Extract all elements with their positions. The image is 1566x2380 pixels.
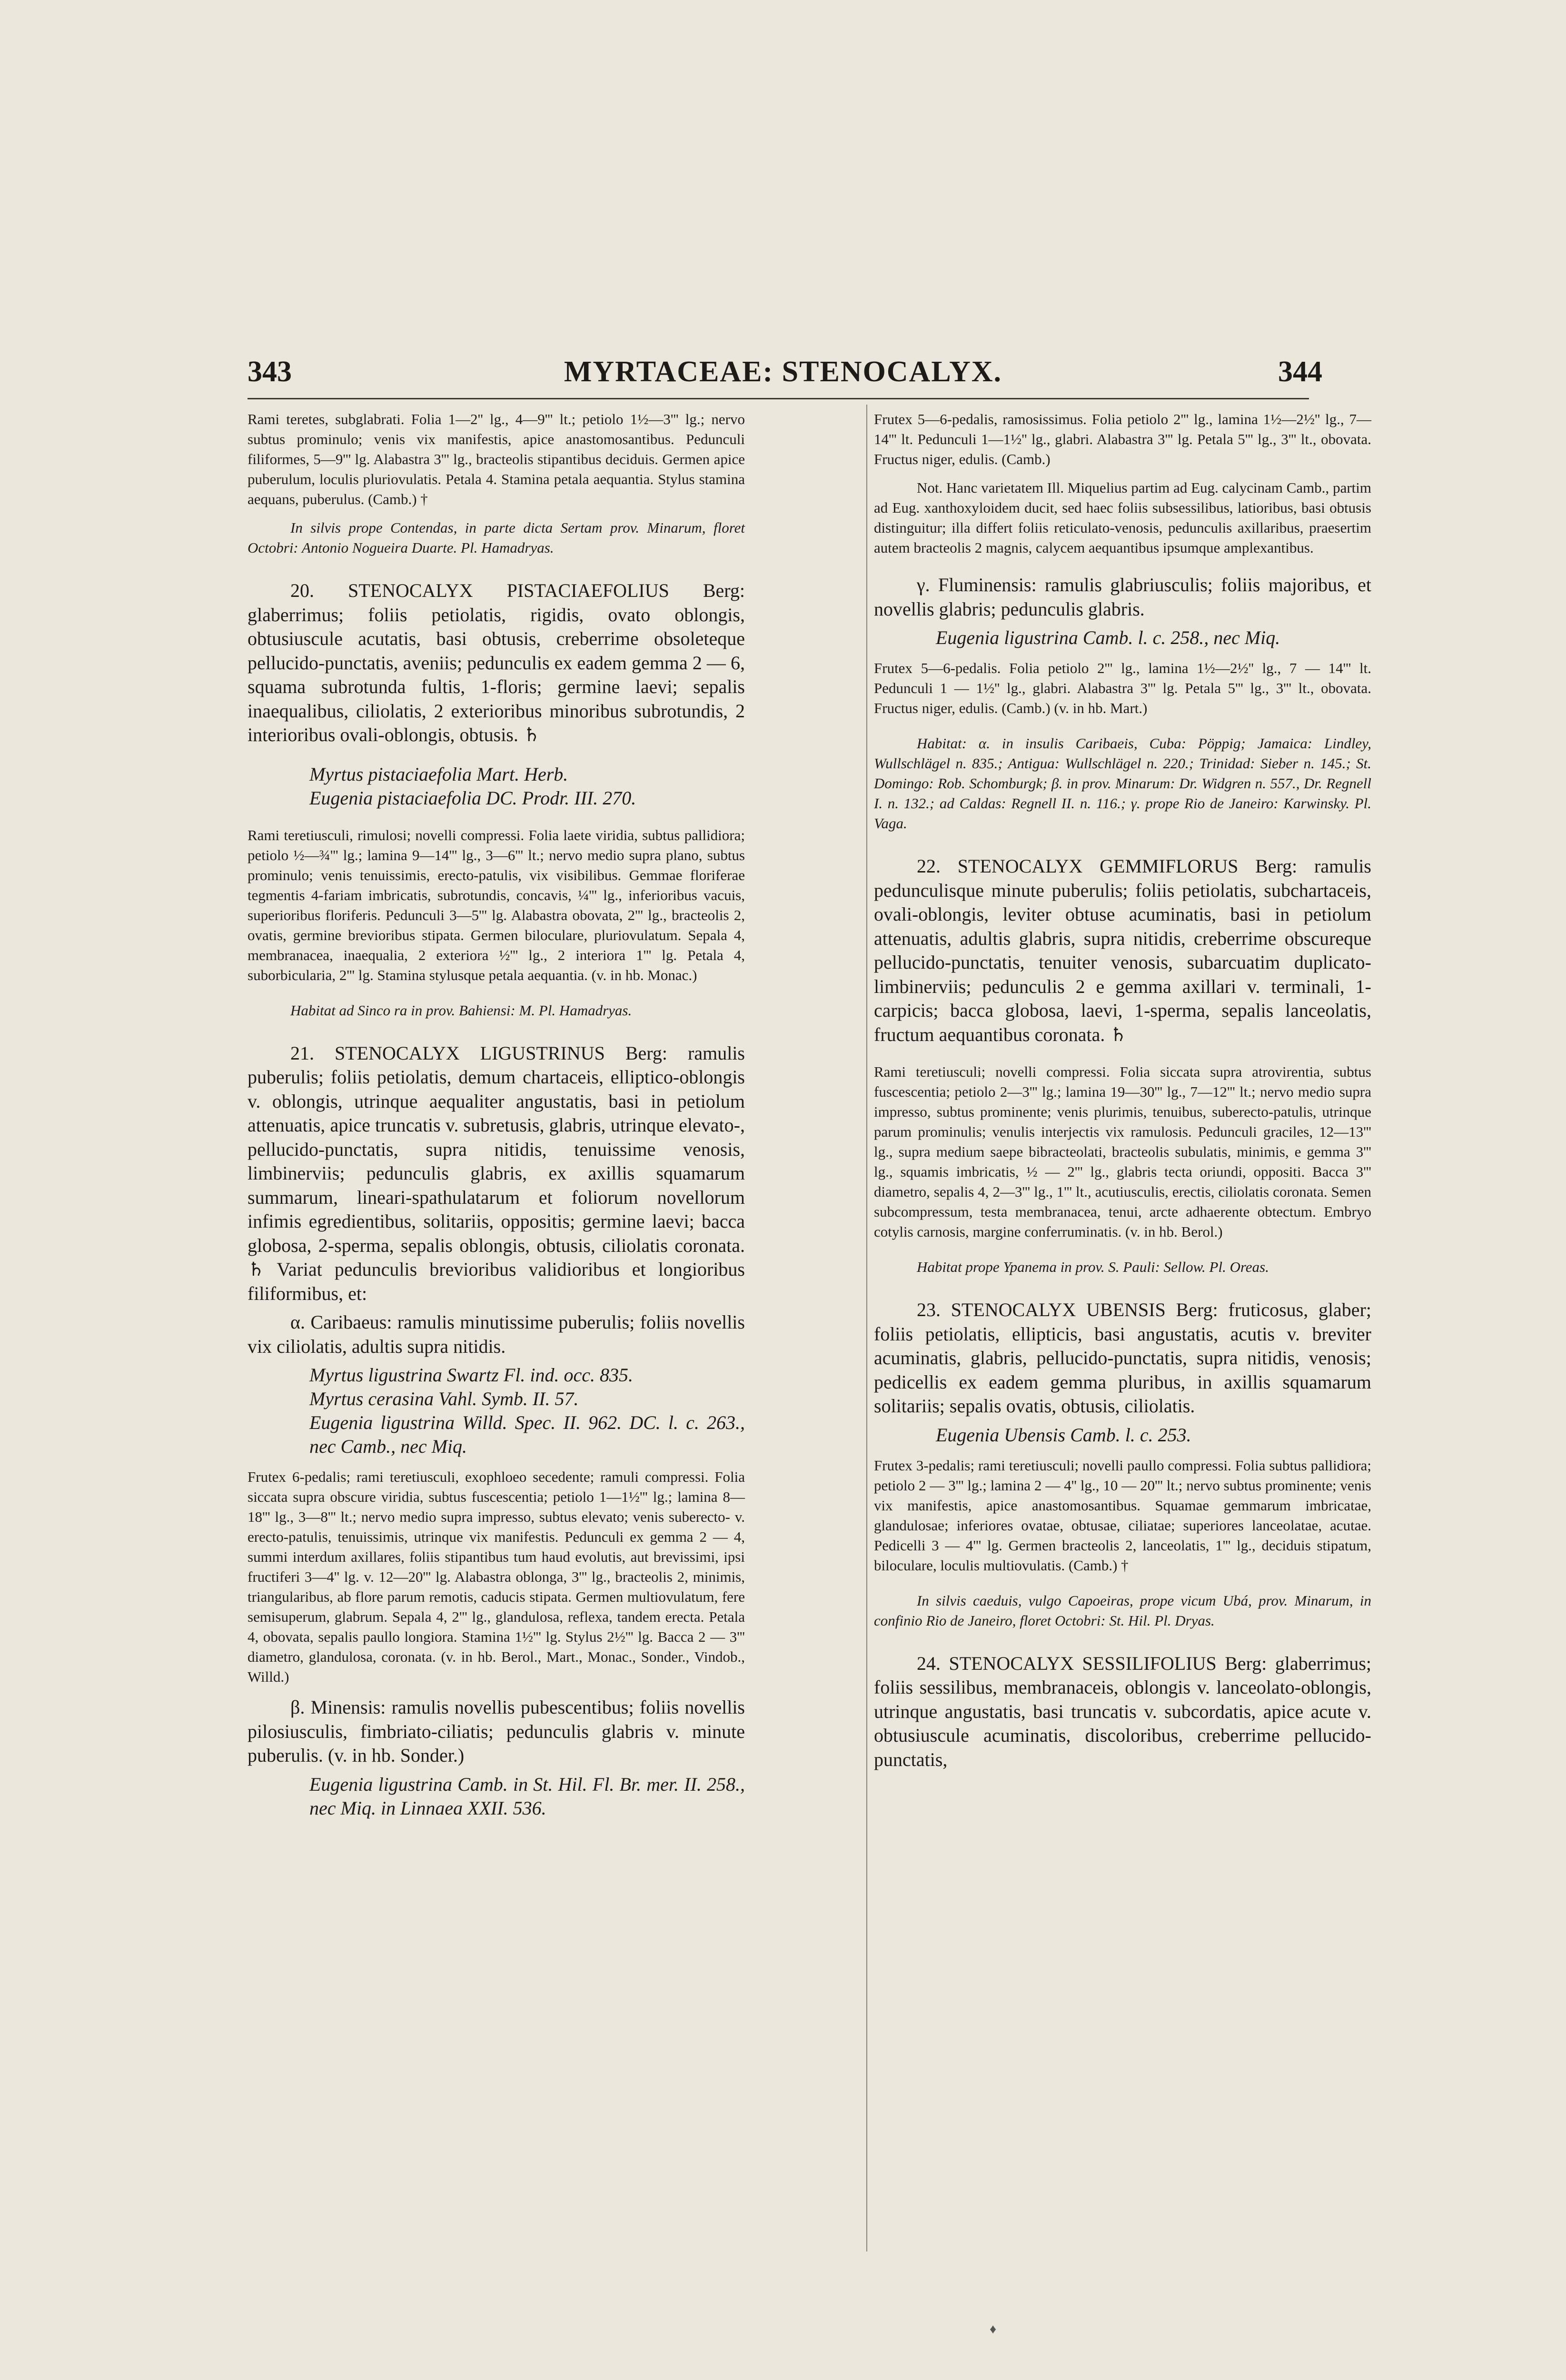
paragraph: Frutex 3-pedalis; rami teretiusculi; novelli paullo compressi. Folia subtus pallidiora; petiolo 2 — 3''' lg.; lamina 2 — 4'' lg., 10 — 20''' lt.; nervo subtus prominente; venis vix manifestis, apice anastomosantibus. Squamae gemmarum imbricatae, glandulosae; inferiores ovatae, obtusae, ciliatae; superiores lanceolatae, acutae. Pedicelli 3 — 4''' lg. Germen bracteolis 2, lanceolatis, 1''' lg., deciduis stipatum, biloculare, loculis multiovulatis. (Camb.) † bbox=[874, 1457, 1371, 1574]
species-description: 20. STENOCALYX PISTACIAEFOLIUS Berg: glaberrimus; foliis petiolatis, rigidis, ovato oblongis, obtusiuscule acutatis, basi obtusis, creberrime obsoleteque pellucido-punctatis, aveniis; pedunculis ex eadem gemma 2 — 6, squama subrotunda fultis, 1-floris; germine laevi; sepalis inaequalibus, ciliolatis, 2 exterioribus minoribus subrotundis, 2 interioribus ovali-oblongis, obtusis. ♄ bbox=[248, 580, 745, 745]
paragraph: Frutex 5—6-pedalis. Folia petiolo 2''' lg., lamina 1½—2½'' lg., 7 — 14''' lt. Pedunculi 1 — 1½'' lg., glabri. Alabastra 3''' lg. Petala 5''' lg., 3''' lt., obovata. Fructus niger, edulis. (Camb.) (v. in hb. Mart.) bbox=[874, 660, 1371, 716]
species-description: 23. STENOCALYX UBENSIS Berg: fruticosus, glaber; foliis petiolatis, ellipticis, basi angustatis, acutis v. breviter acuminatis, glabris, pellucido-punctatis, supra nitidis, venosis; pedicellis ex eadem gemma pluribus, in axillis squamarum solitariis; sepalis ovatis, obtusis, ciliolatis. bbox=[874, 1299, 1371, 1417]
synonym-citation: Myrtus cerasina Vahl. Symb. II. 57. bbox=[309, 1388, 579, 1409]
synonym-citation: Myrtus ligustrina Swartz Fl. ind. occ. 835. bbox=[309, 1364, 633, 1386]
synonym-citation: Eugenia ligustrina Camb. in St. Hil. Fl. Br. mer. II. 258., nec Miq. in Linnaea XXII. 536. bbox=[309, 1773, 745, 1819]
paragraph: Frutex 6-pedalis; rami teretiusculi, exophloeo secedente; ramuli compressi. Folia siccata supra obscure viridia, subtus fuscescentia; petiolo 1—1½''' lg.; lamina 8—18''' lg., 3—8''' lt.; nervo medio supra impresso, subtus elevato; venis suberecto- v. erecto-patulis, tenuissimis, utrinque vix manifestis. Pedunculi ex gemma 2 — 4, summi interdum axillares, foliis stipantibus tum haud evolutis, aut brevissimi, ipsi fructiferi 3—4'' lg. v. 12—20''' lg. Alabastra oblonga, 3''' lg., bracteolis 2, minimis, triangularibus, ab flore parum remotis, caducis stipata. Germen multiovulatum, fere semisuperum, glabrum. Sepala 4, 2''' lg., glandulosa, reflexa, tandem erecta. Petala 4, obovata, sepalis paullo longiora. Stamina 1½''' lg. Stylus 2½''' lg. Bacca 2 — 3''' diametro, glandulosa, coronata. (v. in hb. Berol., Mart., Monac., Sonder., Vindob., Willd.) bbox=[248, 1468, 745, 1685]
variety-description: γ. Fluminensis: ramulis glabriusculis; foliis majoribus, et novellis glabris; pedunculis glabris. bbox=[874, 574, 1371, 620]
synonym-citation: Eugenia ligustrina Willd. Spec. II. 962. DC. l. c. 263., nec Camb., nec Miq. bbox=[309, 1412, 745, 1457]
left-column bbox=[248, 409, 745, 2247]
variety-description: α. Caribaeus: ramulis minutissime puberulis; foliis novellis vix ciliolatis, adultis supra nitidis. bbox=[248, 1311, 745, 1357]
habitat-note: Habitat: α. in insulis Caribaeis, Cuba: Pöppig; Jamaica: Lindley, Wullschlägel n. 835.; Antigua: Wullschlägel n. 220.; Trinidad: Sieber n. 145.; St. Domingo: Rob. Schomburgk; β. in prov. Minarum: Dr. Widgren n. 557., Dr. Regnell I. n. 132.; ad Caldas: Regnell II. n. 116.; γ. prope Rio de Janeiro: Karwinsky. Pl. Vaga. bbox=[874, 735, 1371, 832]
paragraph: Frutex 5—6-pedalis, ramosissimus. Folia petiolo 2''' lg., lamina 1½—2½'' lg., 7—14''' lt. Pedunculi 1—1½'' lg., glabri. Alabastra 3''' lg. Petala 5''' lg., 3''' lt., obovata. Fructus niger, edulis. (Camb.) bbox=[874, 411, 1371, 467]
habitat-note: In silvis prope Contendas, in parte dicta Sertam prov. Minarum, floret Octobri: Antonio Nogueira Duarte. Pl. Hamadryas. bbox=[248, 519, 745, 556]
note-paragraph: Not. Hanc varietatem Ill. Miquelius partim ad Eug. calycinam Camb., partim ad Eug. xanthoxyloidem ducit, sed haec foliis subsessilibus, latioribus, basi obtusis distinguitur; illa differt foliis reticulato-venosis, pedunculis axillaribus, praesertim autem bracteolis 2 magnis, calycem aequantibus ipsumque amplexantibus. bbox=[874, 479, 1371, 556]
running-title: MYRTACEAE: STENOCALYX. bbox=[564, 356, 1002, 388]
synonym-citation: Eugenia Ubensis Camb. l. c. 253. bbox=[936, 1424, 1191, 1446]
species-description: 24. STENOCALYX SESSILIFOLIUS Berg: glaberrimus; foliis sessilibus, membranaceis, oblongis v. lanceolato-oblongis, utrinque angustatis, basi truncatis v. subcordatis, apice acute v. obtusiuscule acuminatis, discoloribus, creberrime pellucido-punctatis, bbox=[874, 1652, 1371, 1770]
habitat-note: Habitat ad Sinco ra in prov. Bahiensi: M. Pl. Hamadryas. bbox=[290, 1002, 632, 1019]
paragraph: Rami teretes, subglabrati. Folia 1—2'' lg., 4—9''' lt.; petiolo 1½—3''' lg.; nervo subtus prominulo; venis vix manifestis, apice anastomosantibus. Pedunculi filiformes, 5—9''' lg. Alabastra 3''' lg., bracteolis stipantibus deciduis. Germen apice puberulum, loculis pluriovulatis. Petala 4. Stamina petala aequantia. Stylus stamina aequans, puberulus. (Camb.) † bbox=[248, 411, 745, 507]
footer-mark: ♦ bbox=[990, 2322, 997, 2337]
species-description: 22. STENOCALYX GEMMIFLORUS Berg: ramulis pedunculisque minute puberulis; foliis petiolatis, subchartaceis, ovali-oblongis, leviter obtuse acuminatis, basi in petiolum attenuatis, adultis glabris, supra nitidis, creberrime obscureque pellucido-punctatis, tenuiter venosis, subarcuatim duplicato-limbinerviis; pedunculis 2 e gemma axillari v. terminali, 1-carpicis; bacca globosa, laevi, 1-sperma, sepalis lanceolatis, fructum aequantibus coronata. ♄ bbox=[874, 855, 1371, 1045]
column-divider bbox=[866, 405, 867, 2251]
left-page-number: 343 bbox=[248, 356, 292, 388]
right-column bbox=[874, 409, 1371, 1770]
paragraph: Rami teretiusculi; novelli compressi. Folia siccata supra atrovirentia, subtus fuscescentia; petiolo 2—3''' lg.; lamina 19—30''' lg., 7—12''' lt.; nervo medio supra impresso, subtus prominente; venis plurimis, tenuibus, suberecto-patulis, utrinque parum prominulis; venulis interjectis vix ramulosis. Pedunculi graciles, 12—13''' lg., supra medium saepe bibracteolati, bracteolis subulatis, minimis, e gemma 3''' lg., squamis imbricatis, ½ — 2''' lg., glabris tecta oriundi, oppositi. Bacca 3''' diametro, sepalis 4, 2—3''' lg., 1''' lt., acutiusculis, erectis, ciliolatis coronata. Semen subcompressum, testa membranacea, tenui, arcte adhaerente obtectum. Embryo cotylis carnosis, margine conferruminatis. (v. in hb. Berol.) bbox=[874, 1063, 1371, 1240]
variety-description: β. Minensis: ramulis novellis pubescentibus; foliis novellis pilosiusculis, fimbriato-ciliatis; pedunculis glabris v. minute puberulis. (v. in hb. Sonder.) bbox=[248, 1696, 745, 1766]
synonym-citation: Eugenia pistaciaefolia DC. Prodr. III. 270. bbox=[309, 787, 636, 809]
synonym-citation: Myrtus pistaciaefolia Mart. Herb. bbox=[309, 763, 568, 785]
synonym-citation: Eugenia ligustrina Camb. l. c. 258., nec Miq. bbox=[936, 627, 1280, 648]
habitat-note: In silvis caeduis, vulgo Capoeiras, prope vicum Ubá, prov. Minarum, in confinio Rio de Janeiro, floret Octobri: St. Hil. Pl. Dryas. bbox=[874, 1592, 1371, 1629]
species-description: 21. STENOCALYX LIGUSTRINUS Berg: ramulis puberulis; foliis petiolatis, demum chartaceis, elliptico-oblongis v. oblongis, utrinque aequaliter angustatis, basi in petiolum attenuatis, apice truncatis v. subretusis, glabris, utrinque elevato-, pellucido-punctatis, supra nitidis, tenuissime venosis, limbinerviis; pedunculis glabris, ex axillis squamarum summarum, lineari-spathulatarum et foliorum novellorum infimis egredientibus, solitariis, oppositis; germine laevi; bacca globosa, 2-sperma, sepalis oblongis, obtusis, ciliolatis coronata. ♄ Variat pedunculis brevioribus validioribus et longioribus filiformibus, et: bbox=[248, 1042, 745, 1304]
paragraph: Rami teretiusculi, rimulosi; novelli compressi. Folia laete viridia, subtus pallidiora; petiolo ½—¾''' lg.; lamina 9—14''' lg., 3—6''' lt.; nervo medio supra plano, subtus prominulo; venis tenuissimis, erecto-patulis, vix visibilibus. Gemmae floriferae tegmentis 4-fariam imbricatis, subrotundis, concavis, ¼''' lg., inferioribus vacuis, superioribus floriferis. Pedunculi 3—5''' lg. Alabastra obovata, 2''' lg., bracteolis 2, ovatis, germine brevioribus stipata. Germen biloculare, pluriovulatum. Sepala 4, membranacea, inaequalia, 2 exteriora ½''' lg., 2 interiora 1''' lg. Petala 4, suborbicularia, 2''' lg. Stamina stylusque petala aequantia. (v. in hb. Monac.) bbox=[248, 826, 745, 983]
header-rule bbox=[248, 398, 1309, 399]
right-page-number: 344 bbox=[1278, 356, 1322, 388]
habitat-note: Habitat prope Ypanema in prov. S. Pauli: Sellow. Pl. Oreas. bbox=[917, 1259, 1269, 1275]
